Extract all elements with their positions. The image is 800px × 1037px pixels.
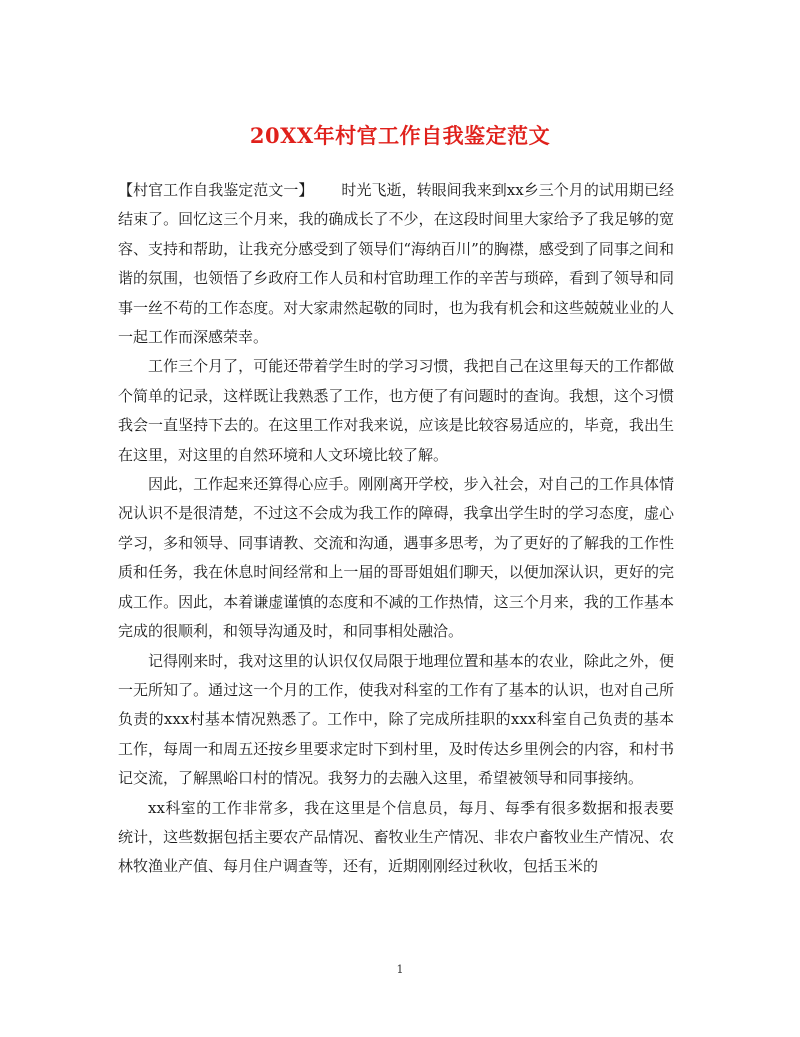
section-heading: 【村官工作自我鉴定范文一】: [118, 181, 314, 199]
paragraph-2: 工作三个月了，可能还带着学生时的学习习惯，我把自己在这里每天的工作都做个简单的记录，这样既让我熟悉了工作，也方便了有问题时的查询。我想，这个习惯我会一直坚持下去的。在这里工作对我来说，应该是比较容易适应的，毕竟，我出生在这里，对这里的自然环境和人文环境比较了解。: [118, 357, 674, 464]
document-body: [118, 176, 674, 882]
page-title: 20XX年村官工作自我鉴定范文: [249, 123, 551, 149]
paragraph-4: 记得刚来时，我对这里的认识仅仅局限于地理位置和基本的农业，除此之外，便一无所知了。通过这一个月的工作，使我对科室的工作有了基本的认识，也对自己所负责的xxx村基本情况熟悉了。工作中，除了完成所挂职的xxx科室自己负责的基本工作，每周一和周五还按乡里要求定时下到村里，及时传达乡里例会的内容，和村书记交流，了解黑峪口村的情况。我努力的去融入这里，希望被领导和同事接纳。: [118, 651, 674, 788]
page-number: 1: [396, 963, 404, 976]
paragraph-3: 因此，工作起来还算得心应手。刚刚离开学校，步入社会，对自己的工作具体情况认识不是很清楚，不过这不会成为我工作的障碍，我拿出学生时的学习态度，虚心学习，多和领导、同事请教、交流和沟通，遇事多思考，为了更好的了解我的工作性质和任务，我在休息时间经常和上一届的哥哥姐姐们聊天，以便加深认识，更好的完成工作。因此，本着谦虚谨慎的态度和不减的工作热情，这三个月来，我的工作基本完成的很顺利，和领导沟通及时，和同事相处融洽。: [118, 475, 674, 641]
paragraph-1-text: 时光飞逝，转眼间我来到xx乡三个月的试用期已经结束了。回忆这三个月来，我的确成长了不少，在这段时间里大家给予了我足够的宽容、支持和帮助，让我充分感受到了领导们“海纳百川”的胸襟，感受到了同事之间和谐的氛围，也领悟了乡政府工作人员和村官助理工作的辛苦与琐碎，看到了领导和同事一丝不苟的工作态度。对大家肃然起敬的同时，也为我有机会和这些兢兢业业的人一起工作而深感荣幸。: [118, 181, 674, 347]
paragraph-5: xx科室的工作非常多，我在这里是个信息员，每月、每季有很多数据和报表要统计，这些数据包括主要农产品情况、畜牧业生产情况、非农户畜牧业生产情况、农林牧渔业产值、每月住户调查等，还有，近期刚刚经过秋收，包括玉米的: [118, 798, 674, 876]
paragraph-1: [118, 176, 674, 352]
